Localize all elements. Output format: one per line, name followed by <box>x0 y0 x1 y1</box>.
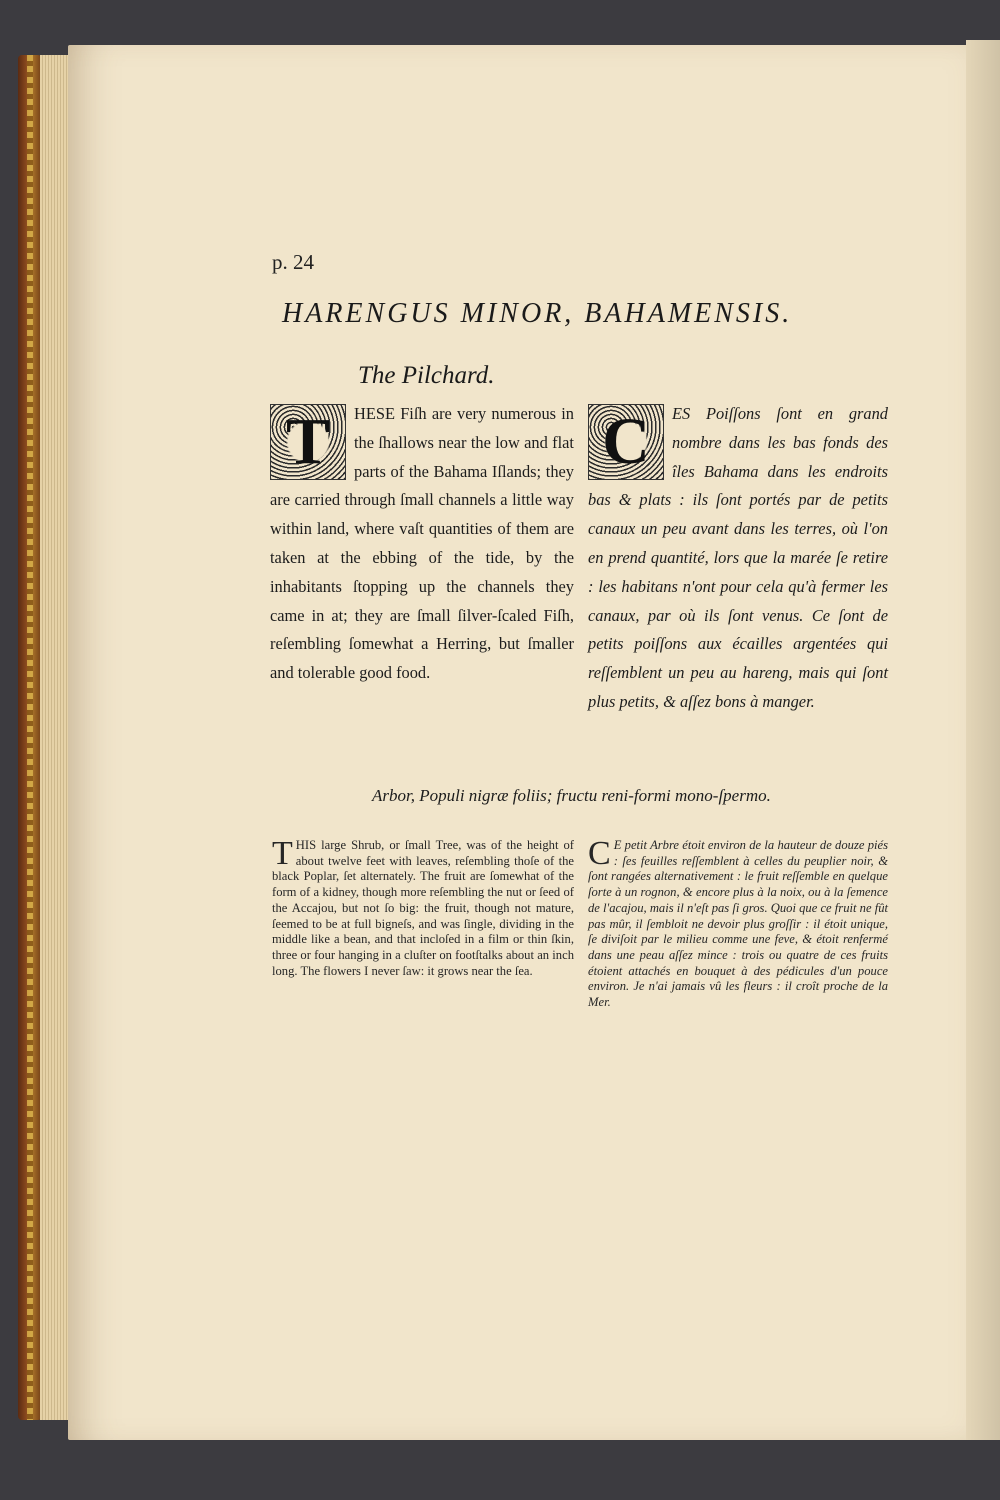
initial-letter: T <box>272 835 293 872</box>
french-column <box>588 400 888 717</box>
initial-letter: C <box>588 835 611 872</box>
plant-french-text: E petit Arbre étoit environ de la hauteur de douze piés : ſes feuilles reſſemblent à celles du peuplier noir, & ſont rangées alternativement : le fruit reſſemble en quelque ſorte à un rognon, & encore plus à la noix, ou à la ſemence de l'acajou, mais il n'eſt pas ſi gros. Quoi que ce fruit ne fût pas mûr, il ſembloit ne devoir plus groſſir : il étoit unique, ſe diviſoit par le milieu comme une feve, & étoit renfermé dans une peau aſſez mince : trois ou quatre de ces fruits étoient attachés en bouquet à des pédicules d'un pouce environ. Je n'ai jamais vû les fleurs : il croît proche de la Mer. <box>588 838 888 1010</box>
decorated-initial: C <box>588 404 664 480</box>
page-number: p. 24 <box>272 250 314 274</box>
page-title: HARENGUS MINOR, BAHAMENSIS. <box>282 298 793 329</box>
plant-english-text: HIS large Shrub, or ſmall Tree, was of the height of about twelve feet with leaves, reſembling thoſe of the black Poplar, ſet alternately. The fruit are ſomewhat of the form of a kidney, though more reſembling the nut or ſeed of the Accajou, but not ſo big: the fruit, though not mature, ſeemed to be at full bigneſs, and was ſingle, dividing in the middle like a bean, and that incloſed in a film or thin ſkin, three or four hanging in a cluſter on footſtalks about an inch long. The flowers I never ſaw: it grows near the ſea. <box>272 838 574 978</box>
plant-english-column <box>272 835 574 979</box>
facing-page-edge <box>966 40 1000 1440</box>
english-column <box>270 400 574 688</box>
decorated-initial: T <box>270 404 346 480</box>
french-text: ES Poiſſons ſont en grand nombre dans les bas fonds des îles Bahama dans les endroits bas & plats : ils ſont portés par de petits canaux un peu avant dans les terres, où l'on en prend quantité, lors que la marée ſe retire : les habitans n'ont pour cela qu'à fermer les canaux, par où ils ſont venus. Ce ſont de petits poiſſons aux écailles argentées qui reſſemblent un peu au hareng, mais qui ſont plus petits, & aſſez bons à manger. <box>588 404 888 711</box>
plant-french-column <box>588 835 888 1011</box>
gilt-edge <box>27 55 33 1420</box>
plant-title: Arbor, Populi nigræ foliis; fructu reni-formi mono-ſpermo. <box>372 786 771 805</box>
book-page <box>68 45 990 1440</box>
book-spine <box>18 55 42 1420</box>
english-text: HESE Fiſh are very numerous in the ſhallows near the low and flat parts of the Bahama Iſlands; they are carried through ſmall channels a little way within land, where vaſt quantities of them are taken at the ebbing of the tide, by the inhabitants ſtopping up the channels they came in at; they are ſmall ſilver-ſcaled Fiſh, reſembling ſomewhat a Herring, but ſmaller and tolerable good food. <box>270 404 574 683</box>
page-subtitle: The Pilchard. <box>358 362 495 389</box>
